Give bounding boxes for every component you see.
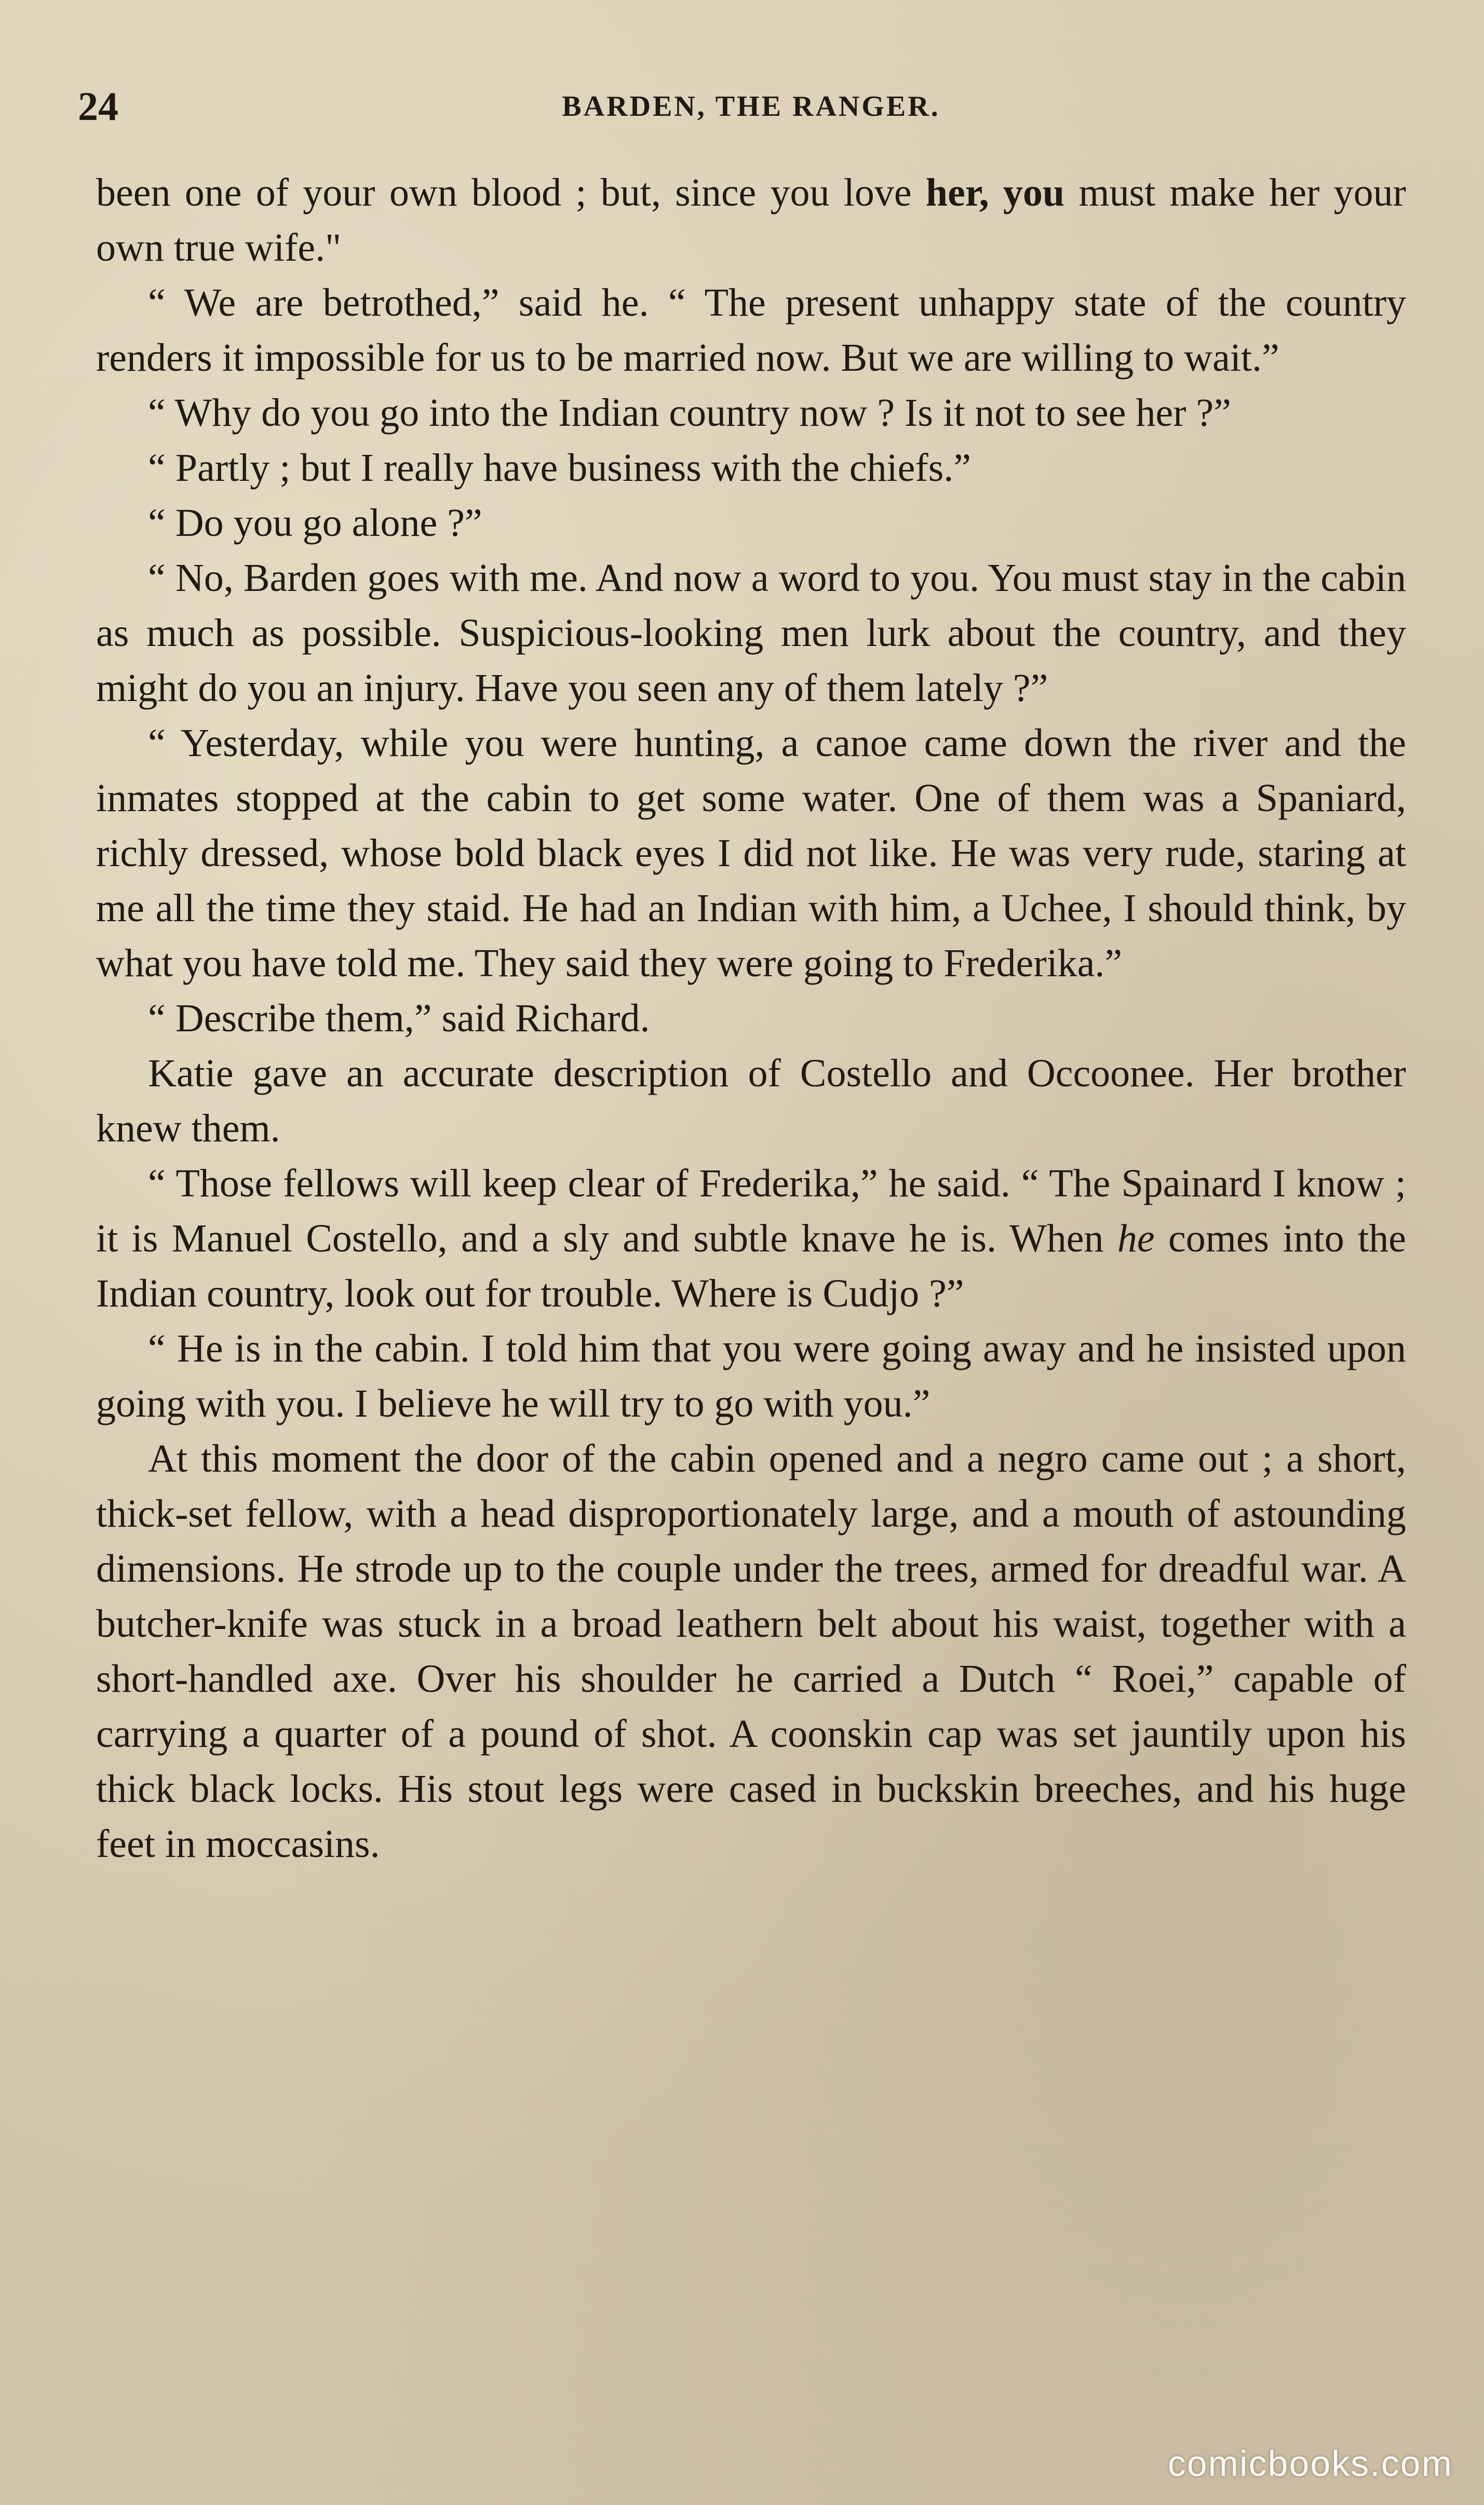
paragraph-1: been one of your own blood ; but, since you love her, you must make her your own true wife." bbox=[96, 171, 1406, 270]
body-text bbox=[96, 165, 1406, 1871]
italic-text: he bbox=[1117, 1217, 1155, 1260]
running-title: BARDEN, THE RANGER. bbox=[562, 90, 940, 123]
emphasis-text: her, you bbox=[925, 171, 1065, 214]
paragraph-3: “ Why do you go into the Indian country now ? Is it not to see her ?” bbox=[148, 391, 1231, 435]
running-head bbox=[78, 78, 1406, 135]
watermark: comicbooks.com bbox=[1167, 2443, 1453, 2484]
paragraph-9: Katie gave an accurate description of Costello and Occoonee. Her brother knew them. bbox=[96, 1052, 1406, 1150]
paragraph-10: “ Those fellows will keep clear of Frederika,” he said. “ The Spainard I know ; it is Manuel Costello, and a sly and subtle knave he is. When he comes into the Indian country, look out for trouble. Where is Cudjo ?” bbox=[96, 1162, 1406, 1315]
paragraph-2: “ We are betrothed,” said he. “ The present unhappy state of the country renders it impossible for us to be married now. But we are willing to wait.” bbox=[96, 281, 1406, 380]
paragraph-12: At this moment the door of the cabin opened and a negro came out ; a short, thick-set fellow, with a head disproportionately large, and a mouth of astounding dimensions. He strode up to the couple under the trees, armed for dreadful war. A butcher-knife was stuck in a broad leathern belt about his waist, together with a short-handled axe. Over his shoulder he carried a Dutch “ Roei,” capable of carrying a quarter of a pound of shot. A coonskin cap was set jauntily upon his thick black locks. His stout legs were cased in buckskin breeches, and his huge feet in moccasins. bbox=[96, 1437, 1406, 1866]
paragraph-8: “ Describe them,” said Richard. bbox=[148, 996, 650, 1040]
page-number: 24 bbox=[78, 84, 118, 129]
paragraph-11: “ He is in the cabin. I told him that you were going away and he insisted upon going with you. I believe he will try to go with you.” bbox=[96, 1327, 1406, 1425]
paragraph-6: “ No, Barden goes with me. And now a word to you. You must stay in the cabin as much as possible. Suspicious-looking men lurk about the country, and they might do you an injury. Have you seen any of them lately ?” bbox=[96, 556, 1406, 710]
paragraph-5: “ Do you go alone ?” bbox=[148, 501, 482, 545]
paragraph-4: “ Partly ; but I really have business with the chiefs.” bbox=[148, 446, 972, 490]
paragraph-7: “ Yesterday, while you were hunting, a canoe came down the river and the inmates stopped at the cabin to get some water. One of them was a Spaniard, richly dressed, whose bold black eyes I did not like. He was very rude, staring at me all the time they staid. He had an Indian with him, a Uchee, I should think, by what you have told me. They said they were going to Frederika.” bbox=[96, 721, 1406, 985]
